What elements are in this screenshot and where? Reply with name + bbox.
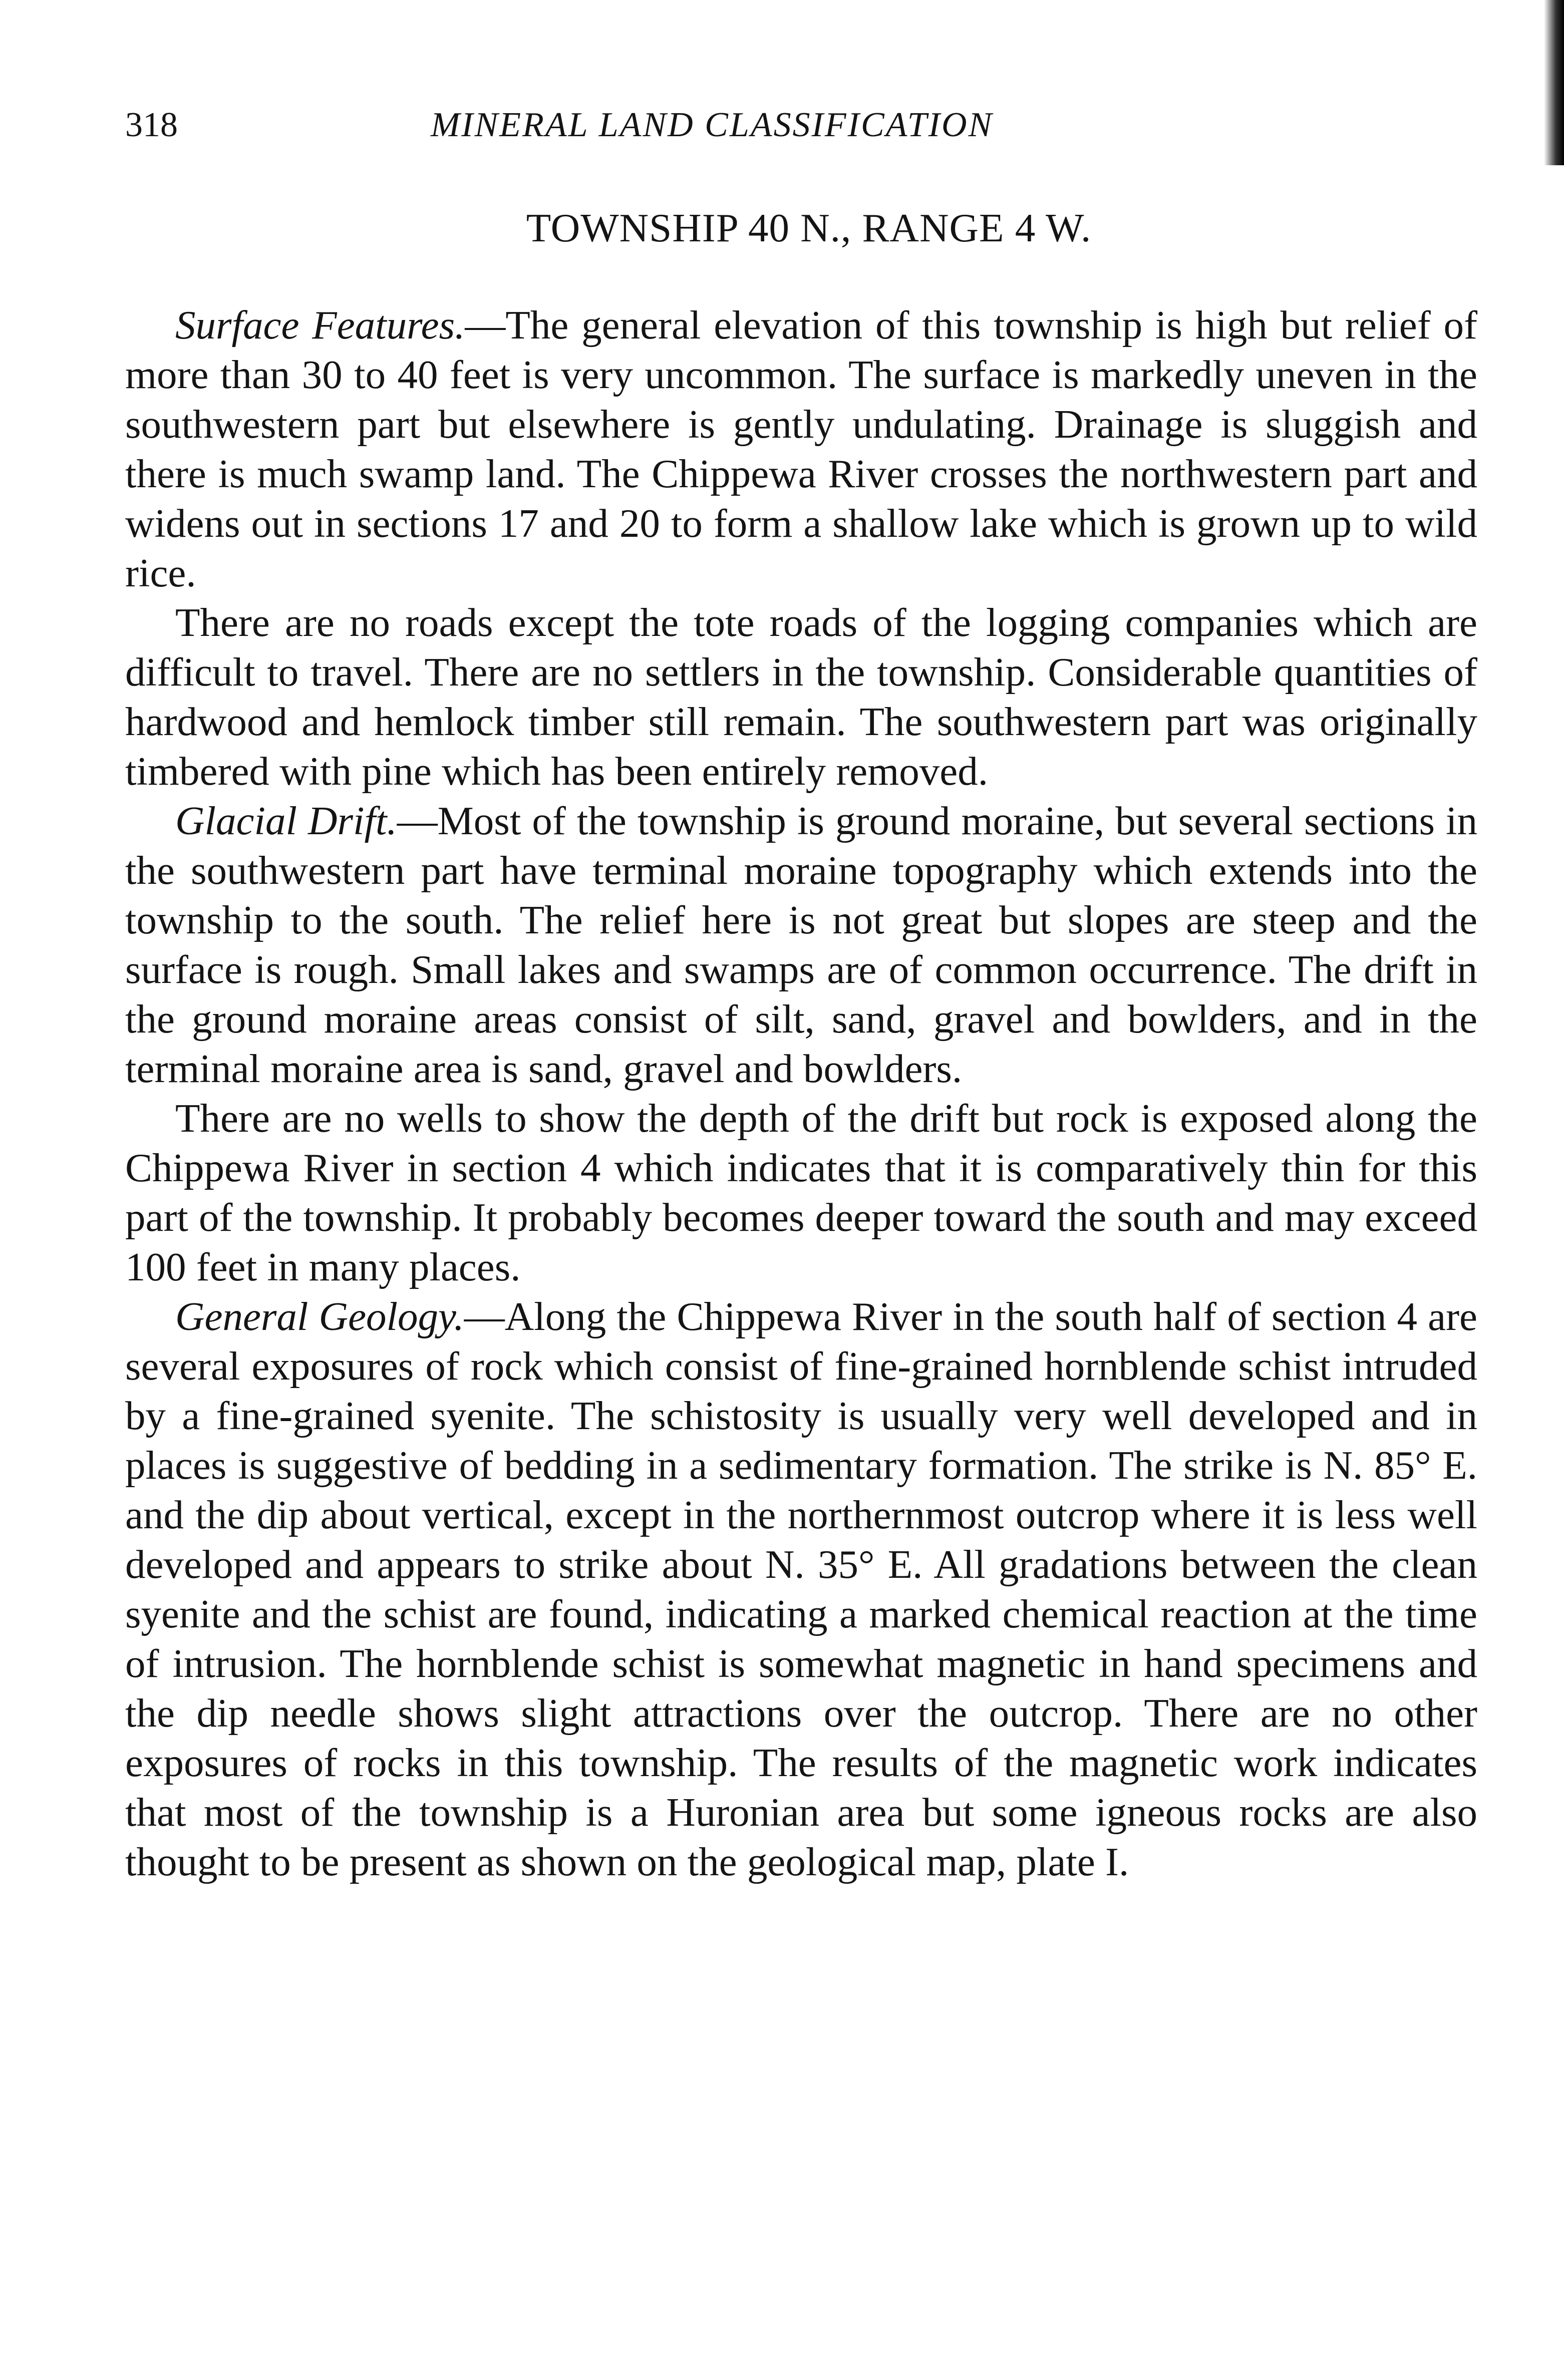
paragraph-text: —The general elevation of this township is high but relief of more than 30 to 40 feet is very uncommon. The surface is markedly uneven in the southwestern part but elsewhere is gently undulating. Drainage is sluggish and there is much swamp land. The Chippewa River crosses the northwestern part and widens out in sections 17 and 20 to form a shallow lake which is grown up to wild rice. (125, 302, 1478, 595)
page-number: 318 (125, 106, 178, 144)
running-title: MINERAL LAND CLASSIFICATION (431, 106, 994, 144)
paragraph-drift-depth (125, 1094, 1477, 1292)
paragraph-text: —Along the Chippewa River in the south half of section 4 are several exposures of rock which consist of fine-grained hornblende schist intruded by a fine-grained syenite. The schistosity is usually very well developed and in places is suggestive of bedding in a sedimentary formation. The strike is N. 85° E. and the dip about vertical, except in the northernmost outcrop where it is less well developed and appears to strike about N. 35° E. All gradations between the clean syenite and the schist are found, indicating a marked chemical reaction at the time of intrusion. The hornblende schist is somewhat magnetic in hand specimens and the dip needle shows slight attractions over the outcrop. There are no other exposures of rocks in this township. The results of the magnetic work indicates that most of the township is a Huronian area but some igneous rocks are also thought to be present as shown on the geological map, plate I. (125, 1294, 1477, 1884)
running-head (125, 100, 1477, 150)
body-text (125, 300, 1477, 1887)
paragraph-text: There are no roads except the tote roads of the logging companies which are difficult to travel. There are no settlers in the township. Considerable quantities of hardwood and hemlock timber still remain. The southwestern part was originally timbered with pine which has been entirely removed. (125, 600, 1477, 794)
paragraph-text: —Most of the township is ground moraine, but several sections in the southwestern part have terminal moraine topography which extends into the township to the south. The relief here is not great but slopes are steep and the surface is rough. Small lakes and swamps are of common occurrence. The drift in the ground moraine areas consist of silt, sand, gravel and bowlders, and in the terminal moraine area is sand, gravel and bowlders. (125, 798, 1477, 1091)
paragraph-text: There are no wells to show the depth of the drift but rock is exposed along the Chippewa River in section 4 which indicates that it is comparatively thin for this part of the township. It probably becomes deeper toward the south and may exceed 100 feet in many places. (125, 1096, 1477, 1289)
paragraph-heading: Glacial Drift. (175, 798, 397, 843)
paragraph-heading: Surface Features. (175, 302, 465, 348)
paragraph-roads-timber (125, 598, 1477, 796)
paragraph-general-geology (125, 1292, 1477, 1887)
paragraph-surface-features (125, 300, 1477, 598)
paragraph-heading: General Geology. (175, 1294, 464, 1339)
page-edge-shadow (1544, 0, 1564, 165)
section-heading: TOWNSHIP 40 N., RANGE 4 W. (526, 205, 1092, 250)
paragraph-glacial-drift (125, 796, 1477, 1094)
